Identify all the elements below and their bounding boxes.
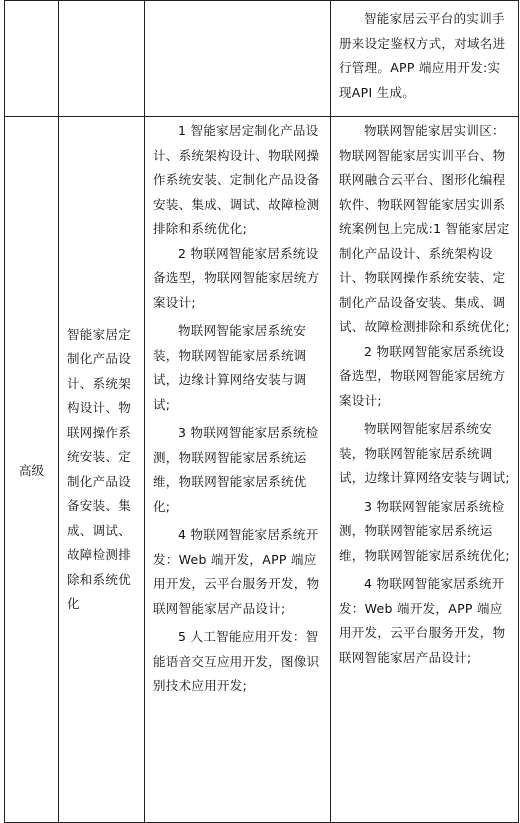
paragraph: 物联网智能家居系统安装，物联网智能家居系统调试，边缘计算网络安装与调试; [339, 421, 510, 485]
paragraph: 智能家居云平台的实训手册来设定鉴权方式，对域名进行管理。APP 端应用开发:实现API 生成。 [339, 11, 506, 100]
training-table [4, 0, 519, 823]
paragraph: 物联网智能家居系统安装，物联网智能家居系统调试，边缘计算网络安装与调试; [153, 323, 307, 412]
paragraph: 3 物联网智能家居系统检测，物联网智能家居系统运维，物联网智能家居系统优化; [339, 498, 510, 563]
work-content-cell [59, 1, 145, 117]
work-content-text: 智能家居定制化产品设计、系统架构设计、物联网操作系统安装、定制化产品设备安装、集成、调试、故障检测排除和系统优化 [67, 326, 132, 611]
skill-requirements-cell [145, 117, 331, 823]
paragraph: 物联网智能家居实训区：物联网智能家居实训平台、物联网融合云平台、图形化编程软件、物联网智能家居实训系统案例包上完成:1 智能家居定制化产品设计、系统架构设计、物联网操作系统安装、定制化产品设备安装、集成、调试、故障检测排除和系统优化; [339, 123, 510, 334]
paragraph: 4 物联网智能家居系统开发：Web 端开发，APP 端应用开发，云平台服务开发，物联网智能家居产品设计; [153, 527, 320, 616]
level-cell [5, 117, 59, 823]
training-conditions-cell [331, 1, 519, 117]
paragraph: 2 物联网智能家居系统设备选型，物联网智能家居统方案设计; [339, 343, 506, 408]
work-content-cell [59, 117, 145, 823]
level-cell [5, 1, 59, 117]
skill-requirements-cell [145, 1, 331, 117]
paragraph: 1 智能家居定制化产品设计、系统架构设计、物联网操作系统安装、定制化产品设备安装、集成、调试、故障检测排除和系统优化; [153, 123, 320, 236]
table-row [5, 117, 519, 823]
level-label: 高级 [18, 462, 44, 478]
table-row [5, 1, 519, 117]
paragraph: 4 物联网智能家居系统开发：Web 端开发，APP 端应用开发，云平台服务开发，物联网智能家居产品设计; [339, 576, 506, 665]
paragraph: 2 物联网智能家居系统设备选型，物联网智能家居统方案设计; [153, 245, 320, 310]
paragraph: 3 物联网智能家居系统检测，物联网智能家居系统运维，物联网智能家居系统优化; [153, 425, 319, 514]
paragraph: 5 人工智能应用开发：智能语音交互应用开发，图像识别技术应用开发; [153, 629, 320, 693]
training-conditions-cell [331, 117, 519, 823]
